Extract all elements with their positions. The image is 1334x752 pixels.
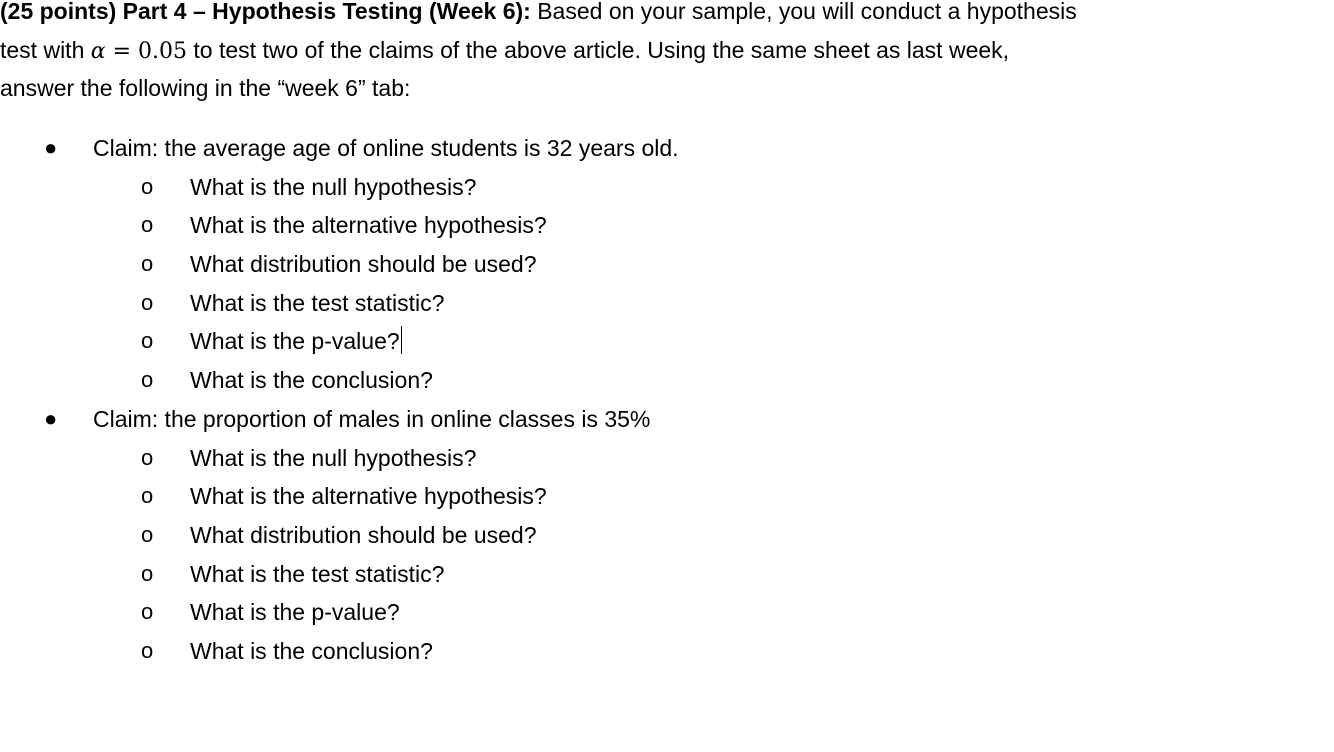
circle-bullet-icon: o: [141, 289, 154, 315]
alpha-value: 0.05: [138, 38, 188, 64]
circle-bullet-icon: o: [141, 367, 154, 393]
question-text: What is the p-value?: [190, 599, 400, 626]
intro-line-1: [0, 0, 1334, 31]
circle-bullet-icon: o: [141, 599, 154, 625]
question-item: [0, 516, 1334, 555]
circle-bullet-icon: o: [141, 637, 154, 663]
question-item: [0, 439, 1334, 478]
question-item: [0, 632, 1334, 671]
question-item: [0, 245, 1334, 284]
question-text: What is the conclusion?: [190, 637, 433, 664]
section-heading: (25 points) Part 4 – Hypothesis Testing (Week 6):: [0, 0, 531, 24]
circle-bullet-icon: o: [141, 483, 154, 509]
question-text: What is the p-value?: [190, 328, 400, 355]
circle-bullet-icon: o: [141, 251, 154, 277]
intro-line-2: [0, 31, 1334, 70]
alpha-equals: =: [105, 38, 139, 64]
question-text: What is the conclusion?: [190, 367, 433, 394]
circle-bullet-icon: o: [141, 560, 154, 586]
question-item: [0, 477, 1334, 516]
question-text: What is the null hypothesis?: [190, 173, 477, 200]
question-item: [0, 555, 1334, 594]
circle-bullet-icon: o: [141, 328, 154, 354]
question-item: [0, 322, 1334, 361]
claim-item-age: [0, 129, 1334, 168]
question-text: What is the test statistic?: [190, 289, 445, 316]
intro-text-3: answer the following in the “week 6” tab:: [0, 75, 411, 102]
claim-text: Claim: the proportion of males in online classes is 35%: [93, 405, 651, 432]
intro-text-2b: to test two of the claims of the above article. Using the same sheet as last week,: [187, 36, 1010, 63]
bullet-icon: ●: [44, 135, 58, 160]
question-text: What distribution should be used?: [190, 521, 537, 548]
question-text: What is the alternative hypothesis?: [190, 483, 547, 510]
intro-line-3: [0, 69, 1334, 108]
question-text: What is the test statistic?: [190, 560, 445, 587]
intro-text-1: Based on your sample, you will conduct a hypothesis: [530, 0, 1077, 24]
claims-list: [0, 129, 1334, 671]
question-item: [0, 593, 1334, 632]
question-item: [0, 361, 1334, 400]
circle-bullet-icon: o: [141, 521, 154, 547]
question-text: What distribution should be used?: [190, 251, 537, 278]
circle-bullet-icon: o: [141, 173, 154, 199]
question-text-with-cursor[interactable]: [190, 322, 402, 361]
intro-paragraph[interactable]: [0, 0, 1334, 108]
intro-text-2a: test with: [0, 36, 91, 63]
circle-bullet-icon: o: [141, 444, 154, 470]
circle-bullet-icon: o: [141, 212, 154, 238]
claim-item-proportion: [0, 400, 1334, 439]
question-text: What is the null hypothesis?: [190, 444, 477, 471]
bullet-icon: ●: [44, 405, 58, 431]
question-item: [0, 284, 1334, 323]
question-text: What is the alternative hypothesis?: [190, 212, 547, 239]
question-item: [0, 168, 1334, 207]
alpha-symbol: α: [90, 38, 106, 64]
claim-text: Claim: the average age of online students is 32 years old.: [93, 135, 679, 161]
question-item: [0, 206, 1334, 245]
text-cursor: [401, 326, 402, 354]
